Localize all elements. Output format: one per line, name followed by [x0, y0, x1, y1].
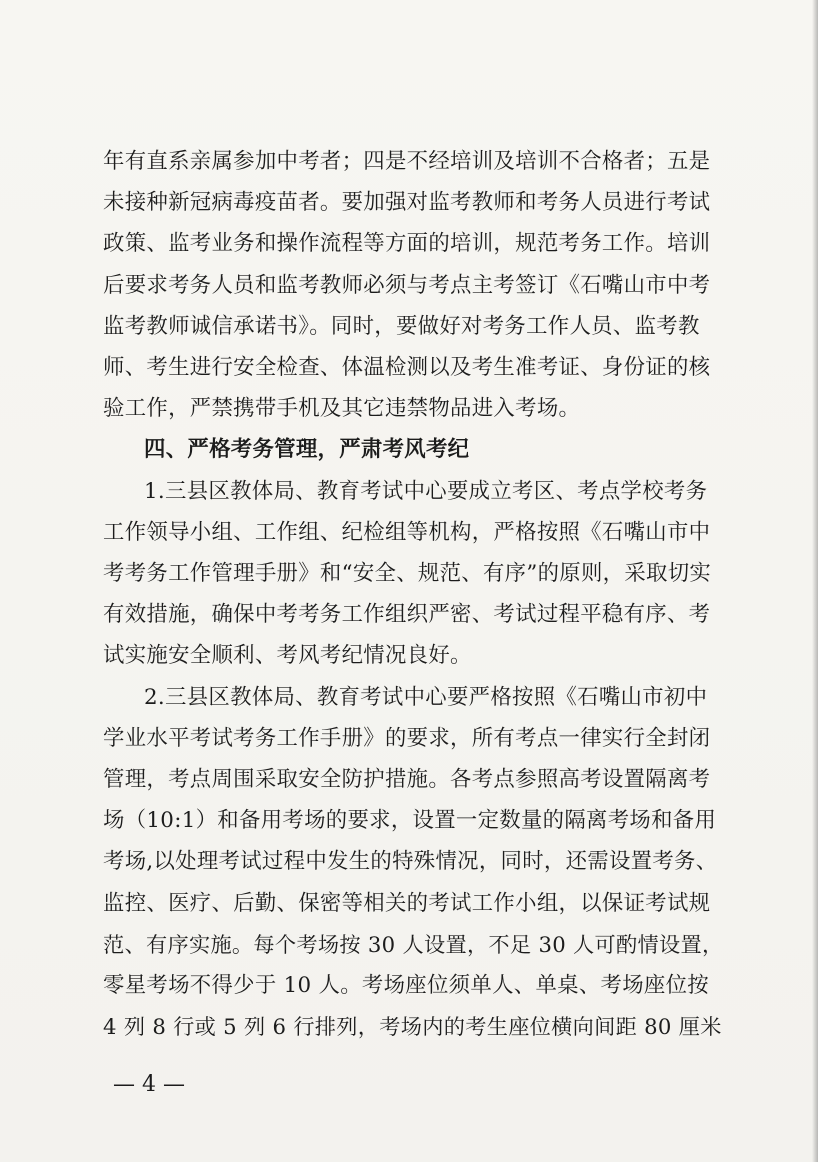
- paragraph-2-line-5: 考场,以处理考试过程中发生的特殊情况，同时，还需设置考务、: [103, 849, 718, 875]
- paragraph-1-line-2: 工作领导小组、工作组、纪检组等机构，严格按照《石嘴山市中: [103, 519, 711, 545]
- body-line-4: 后要求考务人员和监考教师必须与考点主考签订《石嘴山市中考: [103, 272, 711, 298]
- scan-edge-shadow: [812, 0, 818, 1162]
- body-line-5: 监考教师诚信承诺书》。同时，要做好对考务工作人员、监考教: [103, 313, 700, 339]
- paragraph-2-line-6: 监控、医疗、后勤、保密等相关的考试工作小组，以保证考试规: [103, 890, 711, 916]
- paragraph-2-line-3: 管理，考点周围采取安全防护措施。各考点参照高考设置隔离考: [103, 767, 711, 792]
- body-line-6: 师、考生进行安全检查、体温检测以及考生准考证、身份证的核: [103, 355, 711, 380]
- section-heading: 四、严格考务管理，严肃考风考纪: [144, 437, 470, 463]
- paragraph-1-line-3: 考考务工作管理手册》和“安全、规范、有序”的原则，采取切实: [103, 561, 712, 586]
- paragraph-2-line-1: 2.三县区教体局、教育考试中心要严格按照《石嘴山市初中: [144, 684, 708, 710]
- paragraph-1-line-1: 1.三县区教体局、教育考试中心要成立考区、考点学校考务: [144, 478, 708, 504]
- paragraph-2-line-7: 范、有序实施。每个考场按 30 人设置，不足 30 人可酌情设置，: [103, 931, 724, 957]
- body-line-7: 验工作，严禁携带手机及其它违禁物品进入考场。: [103, 396, 581, 422]
- body-line-1: 年有直系亲属参加中考者；四是不经培训及培训不合格者；五是: [103, 149, 711, 174]
- paragraph-2-line-4: 场（10:1）和备用考场的要求，设置一定数量的隔离考场和备用: [103, 808, 717, 834]
- body-line-2: 未接种新冠病毒疫苗者。要加强对监考教师和考务人员进行考试: [103, 190, 711, 216]
- body-line-3: 政策、监考业务和操作流程等方面的培训，规范考务工作。培训: [103, 231, 711, 257]
- paragraph-1-line-4: 有效措施，确保中考考务工作组织严密、考试过程平稳有序、考: [103, 602, 711, 628]
- paragraph-2-line-9: 4 列 8 行或 5 列 6 行排列，考场内的考生座位横向间距 80 厘米: [103, 1014, 722, 1040]
- paragraph-2-line-2: 学业水平考试考务工作手册》的要求，所有考点一律实行全封闭: [103, 725, 711, 751]
- page-number: — 4 —: [113, 1072, 185, 1097]
- paragraph-1-line-5: 试实施安全顺利、考风考纪情况良好。: [103, 643, 472, 669]
- paragraph-2-line-8: 零星考场不得少于 10 人。考场座位须单人、单桌、考场座位按: [103, 973, 709, 998]
